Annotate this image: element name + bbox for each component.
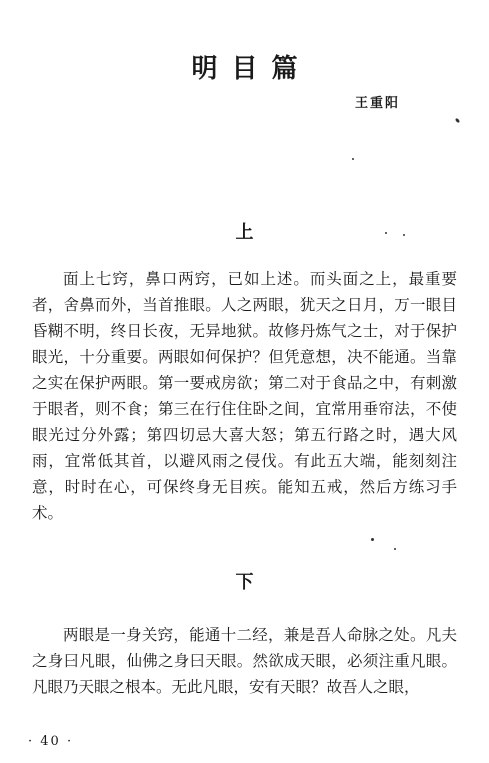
page-number: · 40 · [28,734,74,749]
section-paragraph-lower: 两眼是一身关窍，能通十二经，兼是吾人命脉之处。凡夫之身曰凡眼，仙佛之身曰天眼。然欲成天眼，必须注重凡眼。凡眼乃天眼之根本。无此凡眼，安有天眼？故吾人之眼， [32,626,457,696]
scan-speck [455,118,461,124]
author-name: 王重阳 [355,96,401,111]
section-heading-lower: 下 [235,572,254,593]
scan-speck [385,232,387,234]
scan-speck [394,548,396,550]
scan-speck [371,538,374,541]
section-paragraph-upper: 面上七窍，鼻口两窍，已如上述。而头面之上，最重要者，舍鼻而外，当首推眼。人之两眼，犹天之日月，万一眼目昏糊不明，终日长夜，无异地狱。故修丹炼气之士，对于保护眼光，十分重要。两眼如何保护？但凭意想，决不能通。当靠之实在保护两眼。第一要戒房欲；第二对于食品之中，有刺激于眼者，则不食；第三在行住住卧之间，宜常用垂帘法，不使眼光过分外露；第四切忌大喜大怒；第五行路之时，遇大风雨，宜常低其首，以避风雨之侵伐。有此五大端，能刻刻注意，时时在心，可保终身无目疾。能知五戒，然后方练习手术。 [32,270,457,522]
page-title: 明目篇 [191,54,312,84]
section-heading-upper: 上 [235,222,254,243]
scan-speck [403,234,405,236]
scan-speck [352,158,354,160]
